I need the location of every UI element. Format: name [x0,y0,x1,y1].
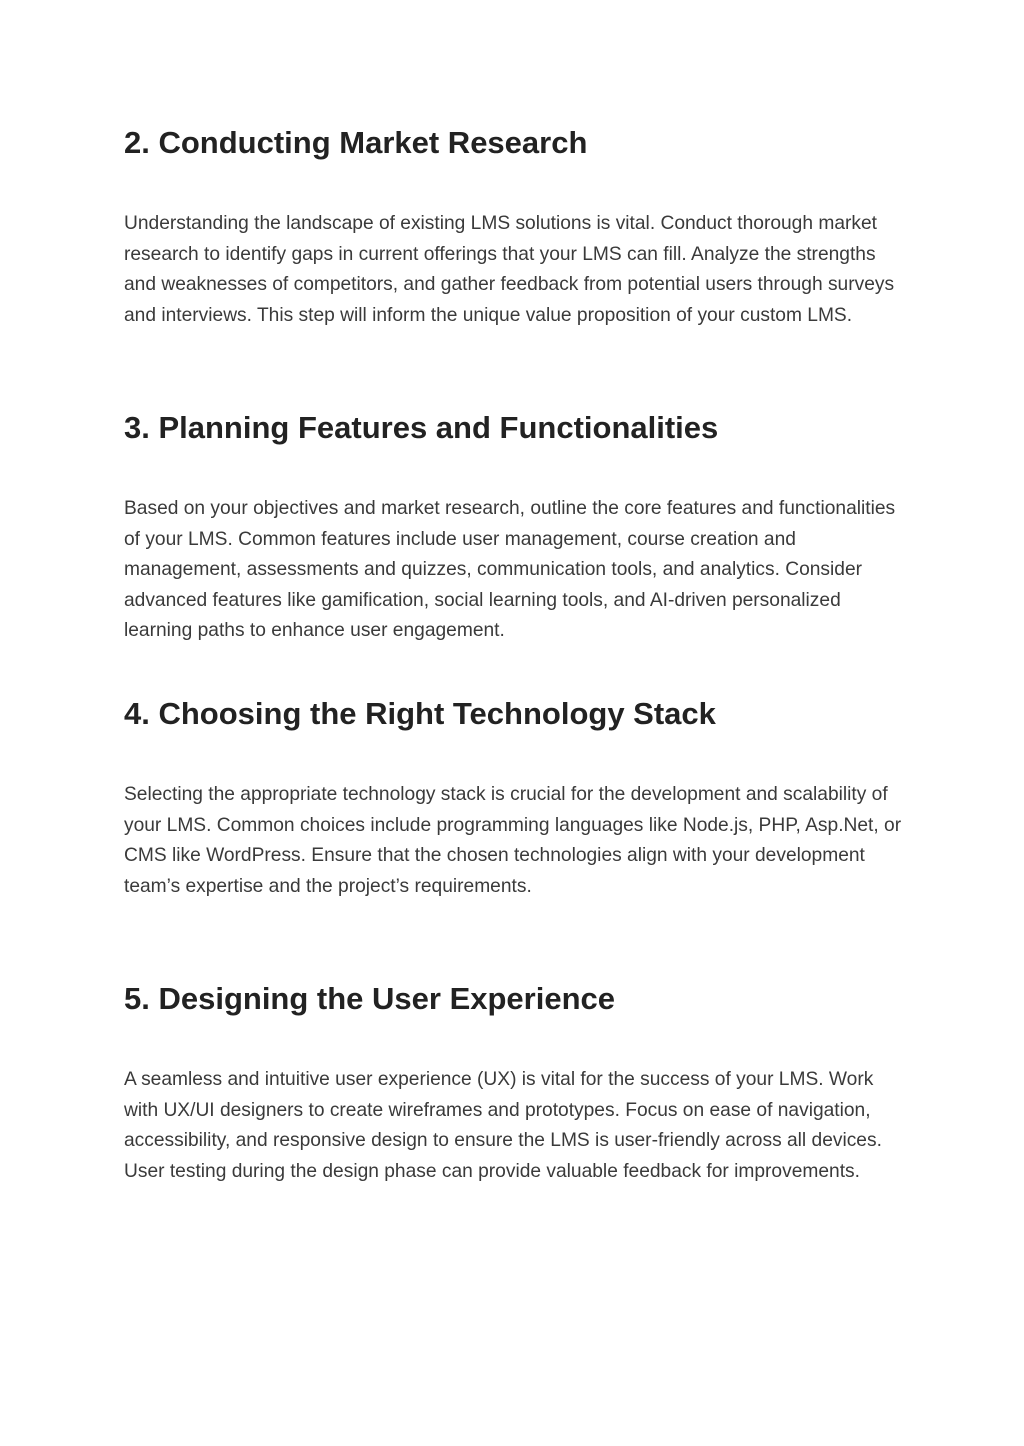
section-heading: 2. Conducting Market Research [124,125,588,160]
section-heading: 3. Planning Features and Functionalities [124,410,719,445]
section-market-research [124,123,904,331]
section-user-experience [124,979,904,1187]
section-planning-features [124,408,904,647]
section-body: Understanding the landscape of existing LMS solutions is vital. Conduct thorough market research to identify gaps in current offerings that your LMS can fill. Analyze the strengths and weaknesses of competitors, and gather feedback from potential users through surveys and interviews. This step will inform the unique value proposition of your custom LMS. [124,213,895,326]
section-body: Selecting the appropriate technology stack is crucial for the development and scalability of your LMS. Common choices include programming languages like Node.js, PHP, Asp.Net, or CMS like WordPress. Ensure that the chosen technologies align with your development team’s expertise and the project’s requirements. [124,784,902,897]
section-heading: 5. Designing the User Experience [124,981,616,1016]
section-body: Based on your objectives and market research, outline the core features and functionalities of your LMS. Common features include user management, course creation and management, assessments and quizzes, communication tools, and analytics. Consider advanced features like gamification, social learning tools, and AI-driven personalized learning paths to enhance user engagement. [124,498,896,641]
section-technology-stack [124,694,904,902]
section-body: A seamless and intuitive user experience (UX) is vital for the success of your LMS. Work with UX/UI designers to create wireframes and prototypes. Focus on ease of navigation, accessibility, and responsive design to ensure the LMS is user-friendly across all devices. User testing during the design phase can provide valuable feedback for improvements. [124,1069,882,1182]
section-heading: 4. Choosing the Right Technology Stack [124,696,716,731]
